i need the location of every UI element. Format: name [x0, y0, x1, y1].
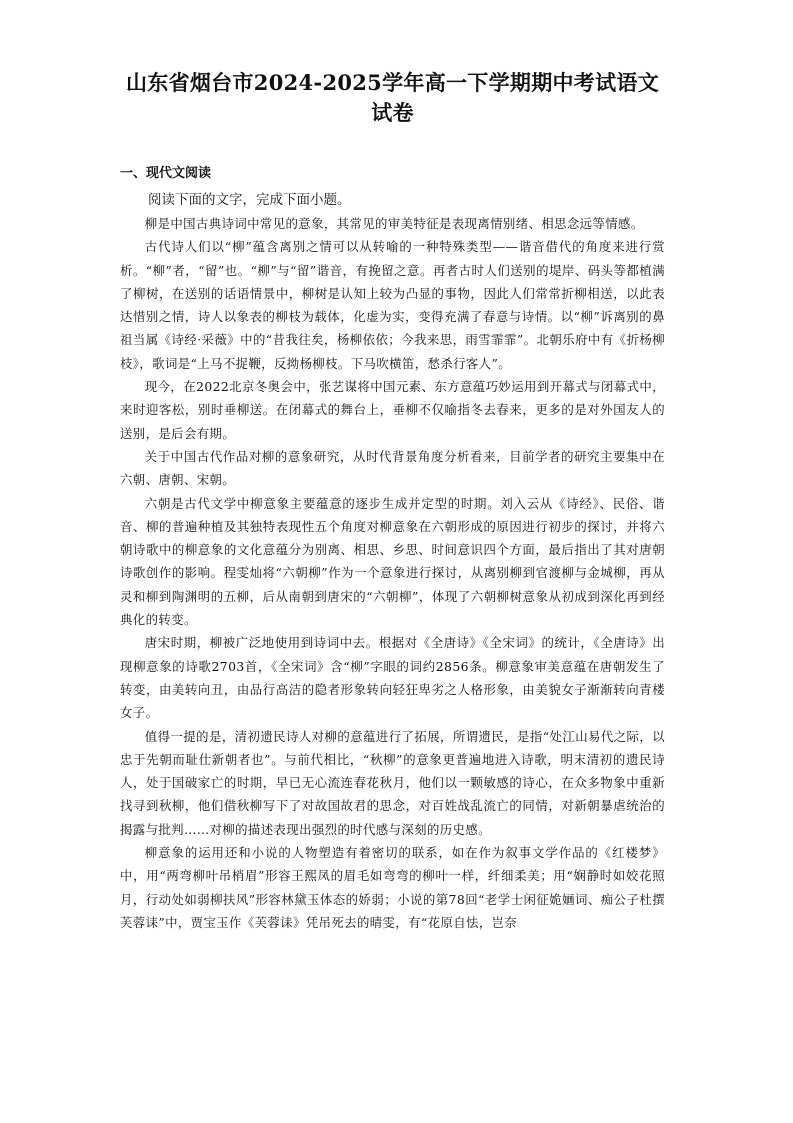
passage-paragraph: 古代诗人们以“柳”蕴含离别之情可以从转喻的一种特殊类型——谐音借代的角度来进行赏析。“柳”者，“留”也。“柳”与“留”谐音，有挽留之意。再者古时人们送别的堤岸、码头等都植满了柳树，在送别的话语情景中，柳树是认知上较为凸显的事物，因此人们常常折柳相送，以此表达惜别之情，诗人以象表的柳枝为载体，化虚为实，变得充满了春意与诗情。以“柳”诉离别的鼻祖当属《诗经·采薇》中的“昔我往矣，杨柳依依；今我来思，雨雪霏霏”。北朝乐府中有《折杨柳枝》，歌词是“上马不捉鞭，反拗杨柳枝。下马吹横笛，愁杀行客人”。 [120, 239, 665, 371]
reading-passage [120, 212, 665, 934]
passage-paragraph: 关于中国古代作品对柳的意象研究，从时代背景角度分析看来，目前学者的研究主要集中在六朝、唐朝、宋朝。 [120, 448, 665, 488]
passage-paragraph: 现今，在2022北京冬奥会中，张艺谋将中国元素、东方意蕴巧妙运用到开幕式与闭幕式中，来时迎客松，别时垂柳送。在闭幕式的舞台上，垂柳不仅喻指冬去春来，更多的是对外国友人的送别，是后会有期。 [120, 379, 665, 441]
reading-instruction: 阅读下面的文字，完成下面小题。 [148, 192, 351, 208]
passage-paragraph: 柳意象的运用还和小说的人物塑造有着密切的联系，如在作为叙事文学作品的《红楼梦》中，用“两弯柳叶吊梢眉”形容王熙凤的眉毛如弯弯的柳叶一样，纤细柔美；用“娴静时如姣花照月，行动处如弱柳扶风”形容林黛玉体态的娇弱；小说的第78回“老学士闲征姽婳词、痴公子杜撰芙蓉诔”中，贾宝玉作《芙蓉诔》凭吊死去的晴雯，有“花原自怯，岂奈 [120, 845, 665, 930]
section-heading: 一、现代文阅读 [120, 166, 212, 181]
passage-paragraph: 值得一提的是，清初遗民诗人对柳的意蕴进行了拓展，所谓遗民，是指“处江山易代之际，以忠于先朝而耻仕新朝者也”。与前代相比，“秋柳”的意象更普遍地进入诗歌，明末清初的遗民诗人，处于国破家亡的时期，早已无心流连春花秋月，他们以一颗敏感的诗心，在众多物象中重新找寻到秋柳，他们借秋柳写下了对故国故君的思念，对百姓战乱流亡的同情，对新朝暴虐统治的揭露与批判……对柳的描述表现出强烈的时代感与深刻的历史感。 [120, 728, 665, 837]
passage-paragraph: 柳是中国古典诗词中常见的意象，其常见的审美特征是表现离情别绪、相思念远等情感。 [144, 216, 644, 231]
passage-paragraph: 六朝是古代文学中柳意象主要蕴意的逐步生成并定型的时期。刘入云从《诗经》、民俗、谐音、柳的普遍种植及其独特表现性五个角度对柳意象在六朝形成的原因进行初步的探讨，并将六朝诗歌中的柳意象的文化意蕴分为别离、相思、乡思、时间意识四个方面，最后指出了其对唐朝诗歌创作的影响。程雯灿将“六朝柳”作为一个意象进行探讨，从离别柳到官渡柳与金城柳，再从灵和柳到陶渊明的五柳，后从南朝到唐宋的“六朝柳”，体现了六朝柳树意象从初成到深化再到经典化的转变。 [120, 495, 665, 628]
passage-paragraph: 唐宋时期，柳被广泛地使用到诗词中去。根据对《全唐诗》《全宋词》的统计，《全唐诗》出现柳意象的诗歌2703首，《全宋词》含“柳”字眼的词约2856条。柳意象审美意蕴在唐朝发生了转变，由美转向丑，由品行高洁的隐者形象转向轻狂卑劣之人格形象，由美貌女子渐渐转向青楼女子。 [120, 635, 665, 721]
document-title: 山东省烟台市2024-2025学年高一下学期期中考试语文试卷 [125, 70, 659, 125]
